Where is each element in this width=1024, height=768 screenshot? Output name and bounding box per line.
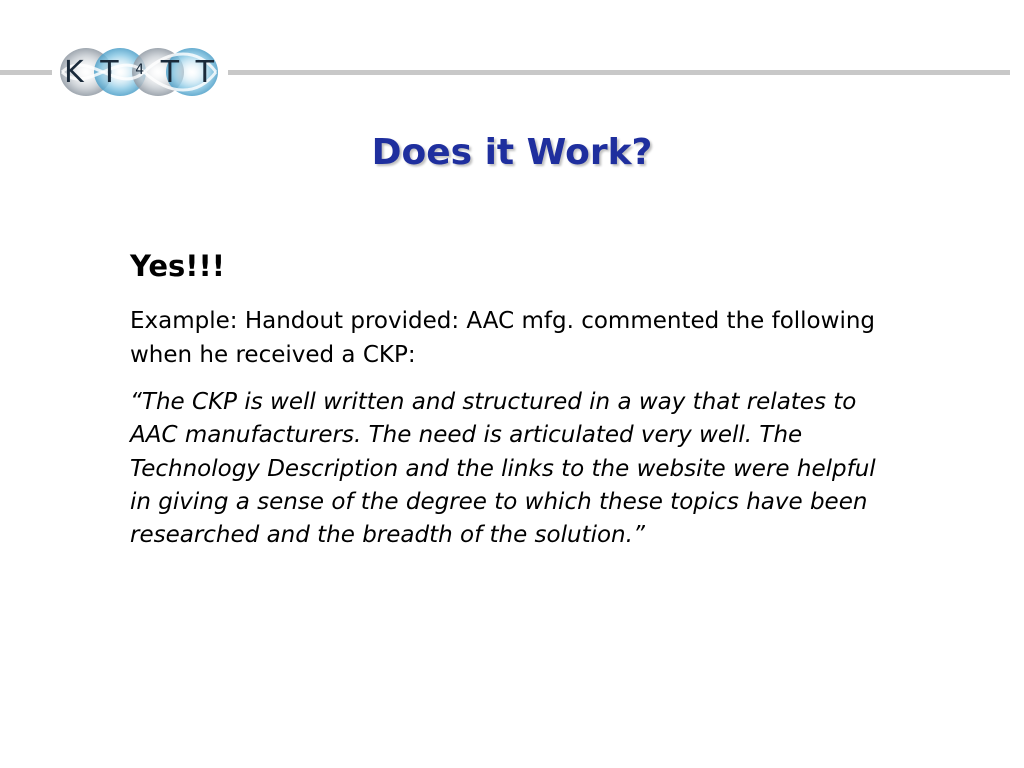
header-rule-right — [228, 70, 1010, 75]
logo-letter-t3: T — [195, 54, 214, 90]
logo-letter-k: K — [64, 54, 84, 90]
kt4tt-logo — [58, 44, 220, 100]
header-rule-left — [0, 70, 52, 75]
example-paragraph: Example: Handout provided: AAC mfg. commented the following when he received a CKP: — [130, 308, 876, 368]
testimonial-quote: “The CKP is well written and structured in a way that relates to AAC manufacturers. The need is articulated very well. The Technology Description and the links to the website were helpful in giving a sense of the degree to which these topics have been researched and the breadth of the solution.” — [130, 389, 876, 549]
slide-title: Does it Work? — [371, 132, 653, 173]
answer-heading: Yes!!! — [130, 249, 225, 283]
logo-lettering — [58, 54, 220, 90]
logo-letter-t2: T — [160, 54, 180, 90]
slide-body — [130, 250, 900, 553]
logo-letter-4: 4 — [135, 62, 145, 78]
logo-letter-t1: T — [100, 54, 119, 90]
